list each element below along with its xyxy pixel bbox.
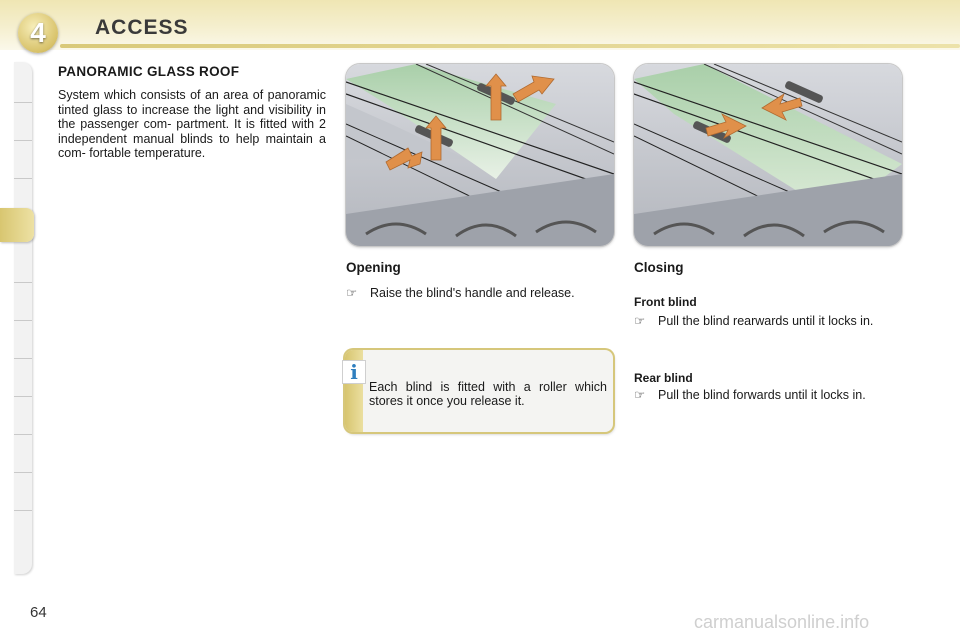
intro-paragraph: System which consists of an area of panoramic tinted glass to increase the light and visibility in the passenger com- partment. It is fitted with 2 independent manual blinds to help maintain a com- fortable temperature. <box>58 88 326 161</box>
chapter-number: 4 <box>30 17 46 48</box>
side-tab-divider <box>14 434 32 435</box>
section-title: PANORAMIC GLASS ROOF <box>58 64 240 79</box>
closing-heading: Closing <box>634 260 684 275</box>
chapter-title: ACCESS <box>95 16 189 39</box>
front-blind-label: Front blind <box>634 295 697 309</box>
opening-illustration <box>346 64 614 246</box>
side-tab-divider <box>14 320 32 321</box>
chapter-side-tabs <box>0 62 32 574</box>
front-blind-instruction-text: Pull the blind rearwards until it locks in. <box>658 314 874 328</box>
info-text: Each blind is fitted with a roller which stores it once you release it. <box>369 380 607 409</box>
pointing-hand-icon: ☞ <box>346 286 358 300</box>
closing-illustration <box>634 64 902 246</box>
side-tab-active[interactable] <box>0 208 34 242</box>
pointing-hand-icon: ☞ <box>634 388 646 402</box>
opening-heading: Opening <box>346 260 401 275</box>
side-tab-divider <box>14 282 32 283</box>
info-icon: i <box>342 360 366 384</box>
header-rule <box>60 44 960 48</box>
rear-blind-instruction <box>634 388 904 402</box>
front-blind-instruction <box>634 314 904 328</box>
pointing-hand-icon: ☞ <box>634 314 646 328</box>
chapter-number-badge <box>18 13 58 53</box>
side-tab-divider <box>14 358 32 359</box>
opening-instruction-text: Raise the blind's handle and release. <box>370 286 575 300</box>
side-tab-divider <box>14 510 32 511</box>
side-tab-divider <box>14 396 32 397</box>
page-number: 64 <box>30 604 47 621</box>
rear-blind-label: Rear blind <box>634 371 693 385</box>
side-tab-divider <box>14 102 32 103</box>
side-tab-strip <box>14 62 32 574</box>
side-tab-divider <box>14 472 32 473</box>
rear-blind-instruction-text: Pull the blind forwards until it locks in. <box>658 388 866 402</box>
watermark: carmanualsonline.info <box>694 612 870 632</box>
opening-instruction <box>346 286 614 300</box>
side-tab-divider <box>14 140 32 141</box>
side-tab-divider <box>14 178 32 179</box>
